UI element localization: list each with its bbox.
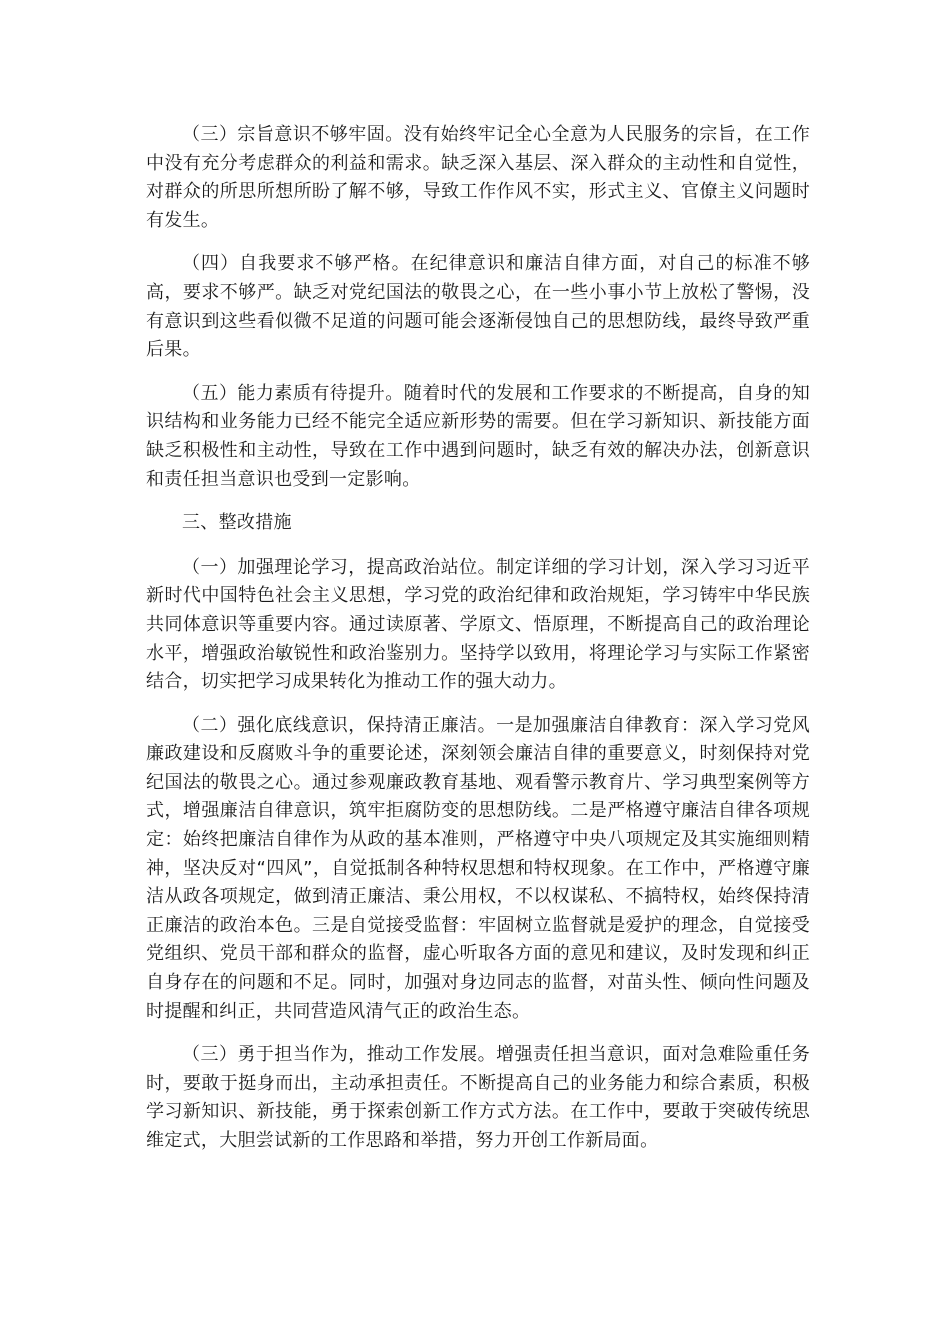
section-heading: 三、整改措施 bbox=[182, 512, 292, 534]
paragraph-ability: （五）能力素质有待提升。随着时代的发展和工作要求的不断提高，自身的知识结构和业务能力已经不能完全适应新形势的需要。但在学习新知识、新技能方面缺乏积极性和主动性，导致在工作中遇到问题时，缺乏有效的解决办法，创新意识和责任担当意识也受到一定影响。 bbox=[146, 382, 810, 490]
paragraph-theory-study: （一）加强理论学习，提高政治站位。制定详细的学习计划，深入学习习近平新时代中国特色社会主义思想，学习党的政治纪律和政治规矩，学习铸牢中华民族共同体意识等重要内容。通过读原著、学原文、悟原理，不断提高自己的政治理论水平，增强政治敏锐性和政治鉴别力。坚持学以致用，将理论学习与实际工作紧密结合，切实把学习成果转化为推动工作的强大动力。 bbox=[146, 556, 810, 693]
paragraph-responsibility: （三）勇于担当作为，推动工作发展。增强责任担当意识，面对急难险重任务时，要敢于挺身而出，主动承担责任。不断提高自己的业务能力和综合素质，积极学习新知识、新技能，勇于探索创新工作方式方法。在工作中，要敢于突破传统思维定式，大胆尝试新的工作思路和举措，努力开创工作新局面。 bbox=[146, 1044, 810, 1151]
paragraph-purpose-awareness: （三）宗旨意识不够牢固。没有始终牢记全心全意为人民服务的宗旨，在工作中没有充分考虑群众的利益和需求。缺乏深入基层、深入群众的主动性和自觉性，对群众的所思所想所盼了解不够，导致工作作风不实，形式主义、官僚主义问题时有发生。 bbox=[146, 124, 810, 231]
paragraph-integrity: （二）强化底线意识，保持清正廉洁。一是加强廉洁自律教育：深入学习党风廉政建设和反腐败斗争的重要论述，深刻领会廉洁自律的重要意义，时刻保持对党纪国法的敬畏之心。通过参观廉政教育基地、观看警示教育片、学习典型案例等方式，增强廉洁自律意识，筑牢拒腐防变的思想防线。二是严格遵守廉洁自律各项规定：始终把廉洁自律作为从政的基本准则，严格遵守中央八项规定及其实施细则精神，坚决反对“四风”，自觉抵制各种特权思想和特权现象。在工作中，严格遵守廉洁从政各项规定，做到清正廉洁、秉公用权，不以权谋私、不搞特权，始终保持清正廉洁的政治本色。三是自觉接受监督：牢固树立监督就是爱护的理念，自觉接受党组织、党员干部和群众的监督，虚心听取各方面的意见和建议，及时发现和纠正自身存在的问题和不足。同时，加强对身边同志的监督，对苗头性、倾向性问题及时提醒和纠正，共同营造风清气正的政治生态。 bbox=[146, 714, 810, 1022]
document-body bbox=[146, 121, 810, 1171]
paragraph-self-discipline: （四）自我要求不够严格。在纪律意识和廉洁自律方面，对自己的标准不够高，要求不够严。缺乏对党纪国法的敬畏之心，在一些小事小节上放松了警惕，没有意识到这些看似微不足道的问题可能会逐渐侵蚀自己的思想防线，最终导致严重后果。 bbox=[146, 253, 810, 361]
